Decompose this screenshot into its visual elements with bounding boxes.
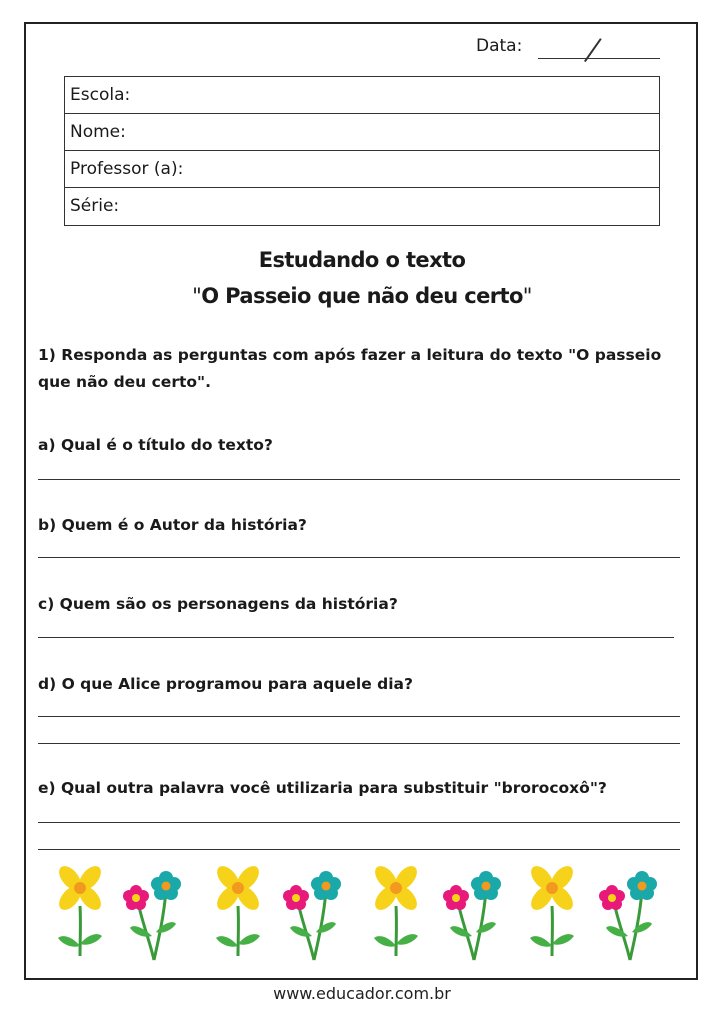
footer-url[interactable]: www.educador.com.br bbox=[273, 984, 451, 1003]
date-field[interactable] bbox=[538, 58, 660, 59]
question-e: e) Qual outra palavra você utilizaria para substituir "brorocoxô"? bbox=[38, 779, 607, 797]
teacher-field[interactable]: Professor (a): bbox=[65, 151, 659, 188]
yellow-flower-icon bbox=[213, 866, 263, 956]
answer-line-b[interactable] bbox=[38, 557, 680, 558]
grade-field[interactable]: Série: bbox=[70, 196, 120, 216]
answer-line-c[interactable] bbox=[38, 637, 674, 638]
yellow-flower-icon bbox=[527, 866, 577, 956]
flower-pair-icon bbox=[599, 871, 657, 960]
student-info-table bbox=[64, 76, 660, 226]
name-field[interactable]: Nome: bbox=[65, 114, 659, 151]
yellow-flower-icon bbox=[371, 866, 421, 956]
yellow-flower-icon bbox=[55, 866, 105, 956]
story-title: O Passeio que não deu certo bbox=[201, 284, 523, 308]
flower-decoration bbox=[40, 866, 680, 970]
answer-line-e-1[interactable] bbox=[38, 822, 680, 823]
question-d: d) O que Alice programou para aquele dia? bbox=[38, 675, 413, 693]
instruction-text: 1) Responda as perguntas com após fazer a leitura do texto "O passeio que não deu certo". bbox=[38, 346, 662, 391]
question-b: b) Quem é o Autor da história? bbox=[38, 516, 307, 534]
answer-line-e-2[interactable] bbox=[38, 849, 680, 850]
school-field[interactable]: Escola: bbox=[65, 77, 659, 114]
flower-pair-icon bbox=[123, 871, 181, 960]
question-a: a) Qual é o título do texto? bbox=[38, 436, 273, 454]
answer-line-a[interactable] bbox=[38, 479, 680, 480]
flower-pair-icon bbox=[283, 871, 341, 960]
flower-pair-icon bbox=[443, 871, 501, 960]
title-line-1: Estudando o texto bbox=[258, 248, 466, 272]
answer-line-d-1[interactable] bbox=[38, 716, 680, 717]
answer-line-d-2[interactable] bbox=[38, 743, 680, 744]
date-label: Data: bbox=[476, 36, 523, 56]
title-line-2: "O Passeio que não deu certo" bbox=[192, 284, 532, 308]
question-c: c) Quem são os personagens da história? bbox=[38, 595, 398, 613]
